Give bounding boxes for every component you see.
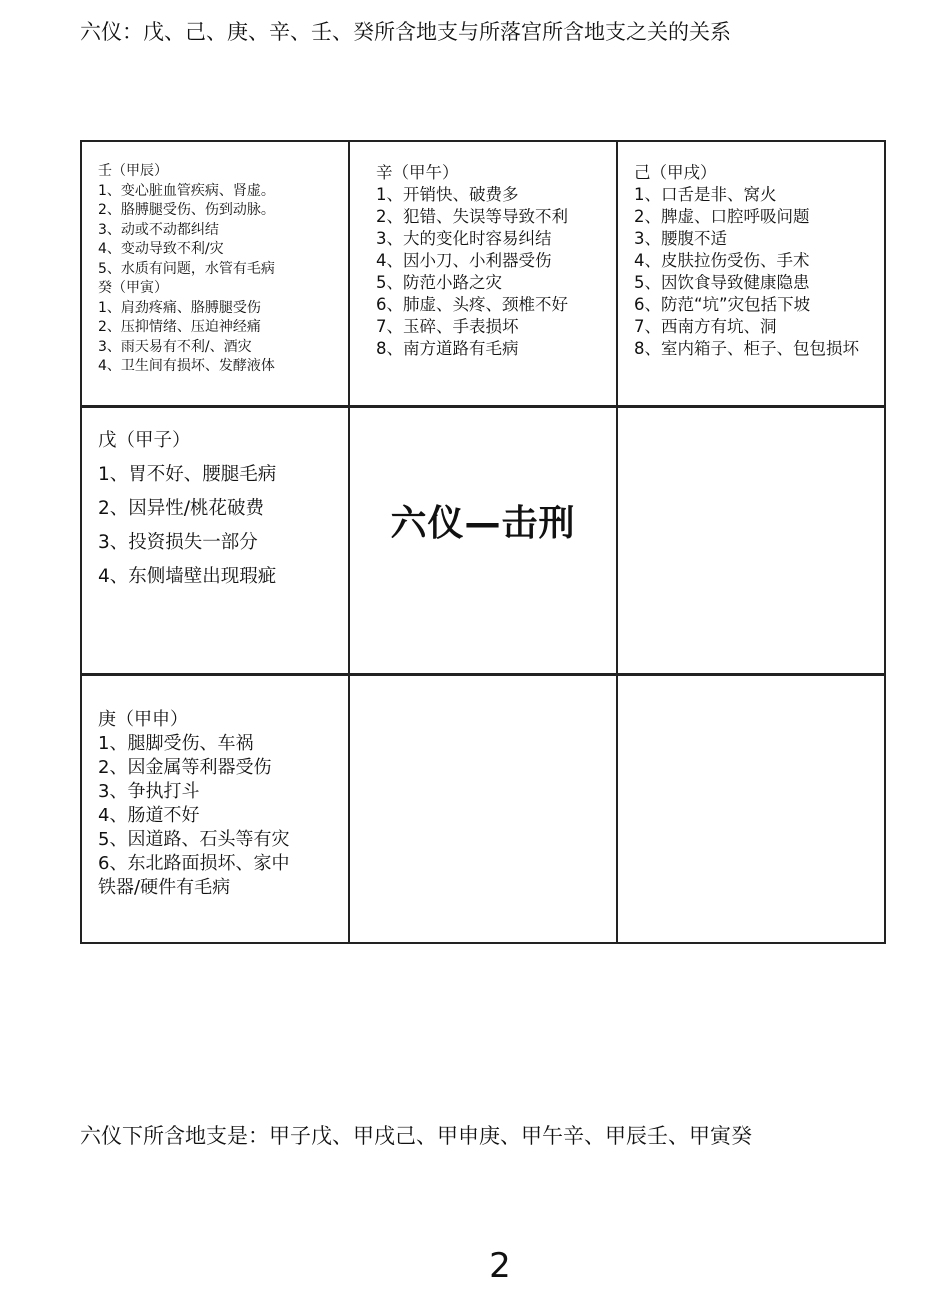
cell-line: 癸（甲寅） (98, 280, 168, 296)
cell-bottom-right (618, 676, 884, 942)
cell-line: 3、投资损失一部分 (98, 532, 258, 553)
cell-line: 6、防范“坑”灾包括下坡 (634, 295, 811, 314)
cell-top-right (618, 142, 884, 408)
cell-line: 辛（甲午） (376, 163, 459, 182)
cell-line: 3、腰腹不适 (634, 229, 727, 248)
cell-line: 1、口舌是非、窝火 (634, 185, 777, 204)
cell-line: 4、肠道不好 (98, 805, 200, 826)
cell-line: 7、西南方有坑、洞 (634, 317, 777, 336)
cell-line: 5、因饮食导致健康隐患 (634, 273, 810, 292)
cell-line: 2、因异性/桃花破费 (98, 498, 265, 519)
cell-line: 3、动或不动都纠结 (98, 221, 219, 238)
cell-line: 6、肺虚、头疼、颈椎不好 (376, 295, 568, 314)
cell-line: 2、压抑情绪、压迫神经痛 (98, 319, 261, 335)
cell-line: 2、因金属等利器受伤 (98, 757, 272, 778)
cell-line: 2、胳膊腿受伤、伤到动脉。 (98, 202, 275, 218)
cell-line: 己（甲戌） (634, 163, 717, 182)
cell-line: 5、因道路、石头等有灾 (98, 829, 290, 850)
cell-line: 3、雨天易有不利/、酒灾 (98, 338, 252, 355)
cell-line: 戊（甲子） (98, 430, 191, 451)
cell-line: 5、防范小路之灾 (376, 273, 502, 292)
cell-line: 1、变心脏血管疾病、肾虚。 (98, 182, 275, 199)
cell-bottom-middle (350, 676, 618, 942)
cell-line: 庚（甲申） (98, 709, 188, 730)
cell-line: 2、犯错、失误等导致不利 (376, 207, 568, 226)
page-number: 2 (489, 1246, 511, 1286)
center-title: 六仪—击刑 (390, 503, 576, 544)
cell-bottom-left (82, 676, 350, 942)
cell-line: 1、腿脚受伤、车祸 (98, 733, 254, 754)
cell-line: 4、因小刀、小利器受伤 (376, 251, 552, 270)
cell-line: 8、室内箱子、柜子、包包损坏 (634, 339, 859, 358)
cell-line: 壬（甲辰） (98, 163, 168, 179)
cell-line: 1、胃不好、腰腿毛病 (98, 464, 277, 485)
cell-line: 1、开销快、破费多 (376, 185, 519, 204)
liuyi-grid (80, 140, 886, 944)
cell-line: 4、卫生间有损坏、发酵液体 (98, 358, 275, 374)
cell-line: 3、大的变化时容易纠结 (376, 229, 552, 248)
cell-line: 5、水质有问题，水管有毛病 (98, 260, 275, 277)
cell-line: 4、变动导致不利/灾 (98, 241, 224, 257)
cell-middle-right (618, 408, 884, 676)
cell-line: 2、脾虚、口腔呼吸问题 (634, 207, 810, 226)
cell-line: 4、东侧墙壁出现瑕疵 (98, 566, 277, 587)
cell-top-middle (350, 142, 618, 408)
cell-line: 3、争执打斗 (98, 781, 200, 802)
cell-center (350, 408, 618, 676)
cell-line: 4、皮肤拉伤受伤、手术 (634, 251, 810, 270)
cell-line: 8、南方道路有毛病 (376, 339, 519, 358)
page-heading: 六仪：戊、己、庚、辛、壬、癸所含地支与所落宫所含地支之关的关系 (80, 20, 731, 44)
branch-note: 六仪下所含地支是：甲子戊、甲戌己、甲申庚、甲午辛、甲辰壬、甲寅癸 (80, 1124, 752, 1148)
cell-line: 1、肩劲疼痛、胳膊腿受伤 (98, 299, 261, 316)
cell-line: 6、东北路面损坏、家中 (98, 853, 290, 874)
cell-middle-left (82, 408, 350, 676)
cell-line: 铁器/硬件有毛病 (98, 877, 231, 898)
cell-line: 7、玉碎、手表损坏 (376, 317, 519, 336)
cell-top-left (82, 142, 350, 408)
